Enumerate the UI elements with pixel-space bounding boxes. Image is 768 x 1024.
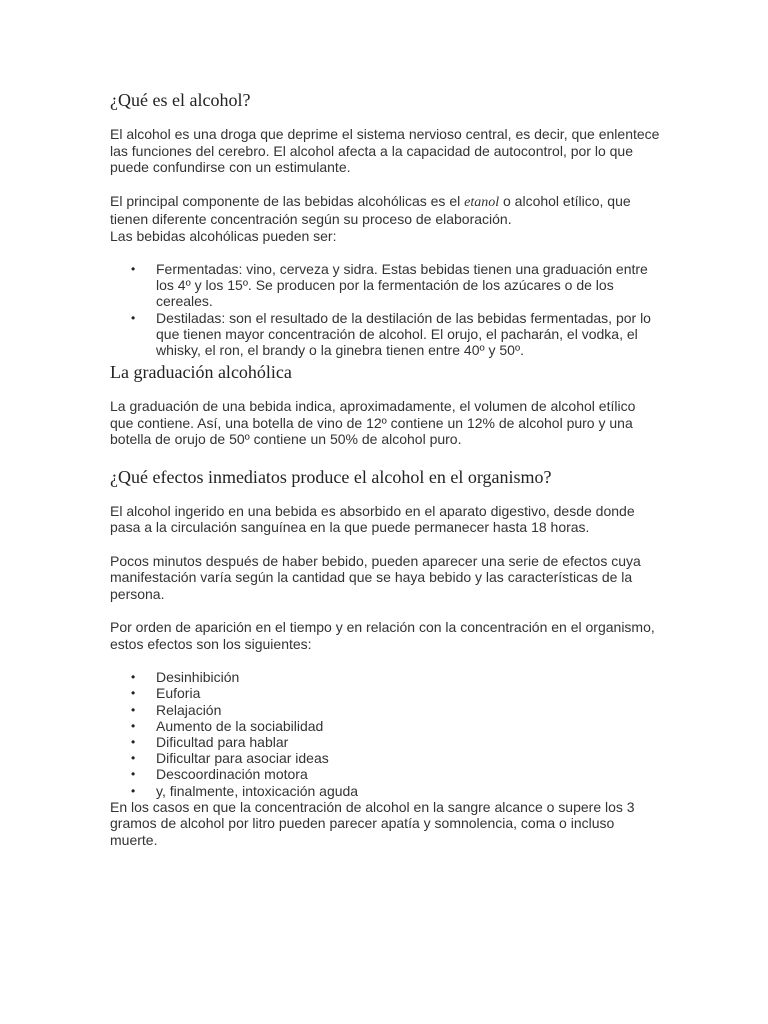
list-item-efecto: • Aumento de la sociabilidad bbox=[110, 718, 660, 734]
paragraph-componente bbox=[110, 193, 660, 228]
paragraph-orden: Por orden de aparición en el tiempo y en relación con la concentración en el organismo, estos efectos son los siguientes: bbox=[110, 619, 655, 652]
list-item-efecto: • Euforia bbox=[110, 685, 660, 701]
section-title-efectos: ¿Qué efectos inmediatos produce el alcohol en el organismo? bbox=[110, 466, 552, 487]
paragraph-absorcion: El alcohol ingerido en una bebida es absorbido en el aparato digestivo, desde donde pasa a la circulación sanguínea en la que puede permanecer hasta 18 horas. bbox=[110, 502, 635, 536]
etanol-term: etanol bbox=[464, 194, 500, 210]
paragraph-componente-part1: El principal componente de las bebidas alcohólicas es el bbox=[110, 192, 465, 209]
list-item-efecto: • Descoordinación motora bbox=[110, 766, 660, 782]
paragraph-efectos-intro: Pocos minutos después de haber bebido, pueden aparecer una serie de efectos cuya manifestación varía según la cantidad que se haya bebido y las características de la persona. bbox=[110, 552, 641, 602]
paragraph-definicion: El alcohol es una droga que deprime el sistema nervioso central, es decir, que enlentece las funciones del cerebro. El alcohol afecta a la capacidad de autocontrol, por lo que puede confundirse con un estimulante. bbox=[110, 126, 660, 175]
list-efectos bbox=[110, 669, 660, 799]
list-item-efecto: • Relajación bbox=[110, 702, 660, 718]
paragraph-componente-part2: o alcohol etílico, que tienen diferente concentración según su proceso de elaboración. bbox=[110, 192, 631, 227]
list-item-efecto: • Desinhibición bbox=[110, 669, 660, 685]
paragraph-tipos-intro: Las bebidas alcohólicas pueden ser: bbox=[110, 227, 337, 244]
list-item-efecto: • y, finalmente, intoxicación aguda bbox=[110, 783, 660, 799]
paragraph-graduacion: La graduación de una bebida indica, aproximadamente, el volumen de alcohol etílico que contiene. Así, una botella de vino de 12º contiene un 12% de alcohol puro y una botella de orujo de 50º contiene un 50% de alcohol puro. bbox=[110, 398, 636, 448]
section-title-que-es-el-alcohol: ¿Qué es el alcohol? bbox=[110, 90, 251, 110]
list-item-destiladas: • Destiladas: son el resultado de la destilación de las bebidas fermentadas, por lo que tienen mayor concentración de alcohol. El orujo, el pacharán, el vodka, el whisky, el ron, el brandy o la ginebra tienen entre 40º y 50º. bbox=[110, 310, 660, 359]
paragraph-concentracion: En los casos en que la concentración de alcohol en la sangre alcance o supere los 3 gramos de alcohol por litro pueden parecer apatía y somnolencia, coma o incluso muerte. bbox=[110, 798, 635, 848]
section-title-graduacion: La graduación alcohólica bbox=[110, 362, 292, 383]
document-body bbox=[110, 0, 660, 848]
list-item-efecto: • Dificultar para asociar ideas bbox=[110, 750, 660, 766]
list-item-fermentadas: • Fermentadas: vino, cerveza y sidra. Estas bebidas tienen una graduación entre los 4º y los 15º. Se producen por la fermentación de los azúcares o de los cereales. bbox=[110, 261, 660, 310]
list-item-efecto: • Dificultad para hablar bbox=[110, 734, 660, 750]
list-tipos-bebidas bbox=[110, 261, 660, 358]
